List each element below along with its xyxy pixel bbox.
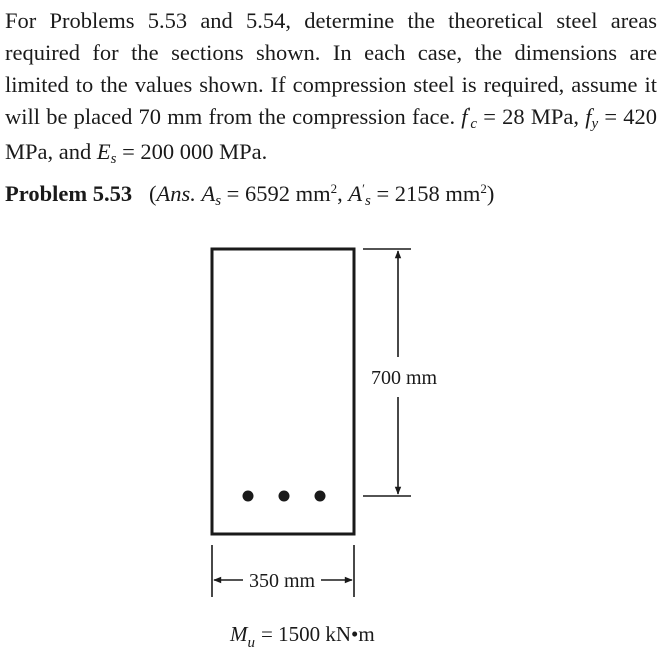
answer-separator: , bbox=[337, 181, 343, 206]
fy-symbol: f bbox=[585, 104, 592, 129]
answer-label: Ans. bbox=[156, 181, 196, 206]
answer-close: ) bbox=[486, 181, 495, 206]
fc-prime: ′ bbox=[467, 104, 471, 119]
asp-sup: 2 bbox=[480, 181, 487, 196]
height-label: 700 mm bbox=[370, 367, 438, 389]
moment-subscript: u bbox=[247, 635, 255, 651]
fy-value: = 420 MPa, and bbox=[5, 104, 657, 164]
answer-open: ( bbox=[148, 181, 157, 206]
asp-symbol: A bbox=[348, 181, 363, 206]
moment-symbol: M bbox=[230, 622, 248, 646]
as-value: = 6592 mm bbox=[226, 181, 331, 206]
fc-subscript: c bbox=[470, 116, 478, 132]
rebar-dot bbox=[315, 491, 326, 502]
problem-label: Problem 5.53 bbox=[5, 181, 133, 206]
as-symbol: A bbox=[201, 181, 216, 206]
fc-value: = 28 MPa, bbox=[483, 104, 580, 129]
rebar-dot bbox=[279, 491, 290, 502]
as-sup: 2 bbox=[330, 181, 338, 196]
es-symbol: E bbox=[96, 139, 111, 164]
es-subscript: s bbox=[110, 151, 117, 167]
asp-prime: ′ bbox=[362, 181, 365, 196]
moment-value: = 1500 kN•m bbox=[261, 622, 375, 646]
rebar-dot bbox=[243, 491, 254, 502]
width-label: 350 mm bbox=[248, 570, 316, 592]
es-value: = 200 000 MPa. bbox=[122, 139, 268, 164]
fy-subscript: y bbox=[591, 116, 599, 132]
asp-value: = 2158 mm bbox=[376, 181, 481, 206]
asp-subscript: s bbox=[364, 193, 371, 209]
moment-label bbox=[229, 622, 375, 651]
reinforcing-bars bbox=[243, 491, 326, 502]
as-subscript: s bbox=[215, 193, 222, 209]
statement-text: For Problems 5.53 and 5.54, determine the theoretical steel areas required for the sections shown. In each case, the dimensions are limited to the values shown. If compression steel is required, assume it will be placed 70 mm from the compression face. bbox=[5, 8, 657, 129]
fc-symbol: f bbox=[461, 104, 468, 129]
